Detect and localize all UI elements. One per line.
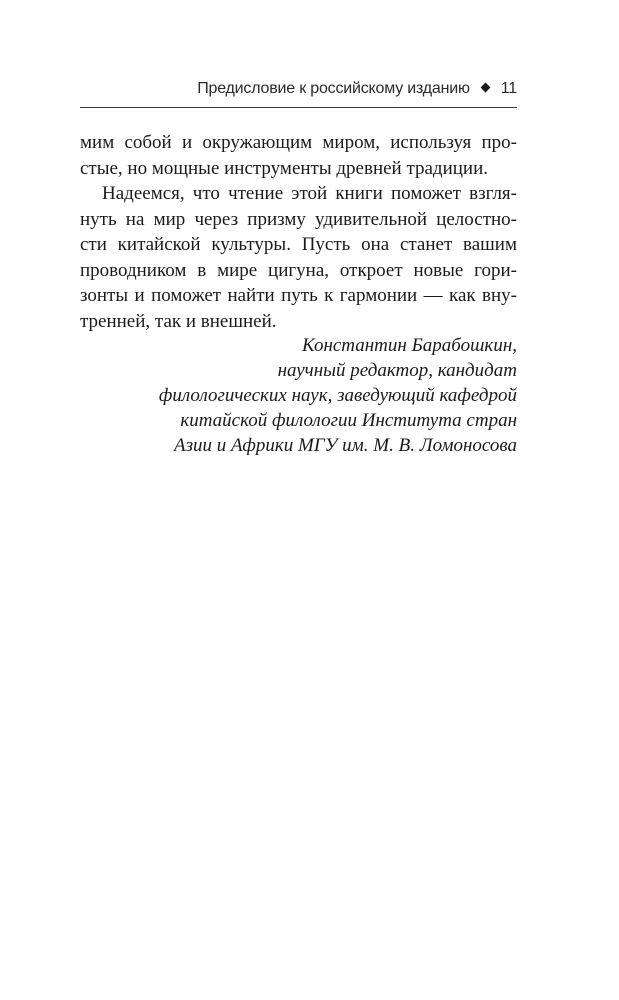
author-signature	[80, 333, 517, 458]
running-head-title: Предисловие к российскому изданию	[197, 80, 470, 97]
page-number: 11	[500, 80, 517, 97]
body-text	[80, 130, 517, 334]
signature-line: китайской филологии Института стран	[180, 410, 517, 431]
text-line: стые, но мощные инструменты древней традиции.	[80, 157, 489, 179]
text-line: зонты и поможет найти путь к гармонии — как вну-	[80, 285, 517, 306]
signature-line: Азии и Африки МГУ им. М. В. Ломоносова	[174, 435, 517, 456]
diamond-ornament-icon	[480, 83, 490, 93]
text-line: мим собой и окружающим миром, используя про-	[80, 132, 517, 153]
header-rule	[80, 107, 517, 108]
signature-line: филологических наук, заведующий кафедрой	[158, 385, 517, 406]
text-line: нуть на мир через призму удивительной целостно-	[80, 208, 517, 230]
text-line: сти китайской культуры. Пусть она станет вашим	[80, 234, 517, 255]
running-head	[80, 80, 517, 104]
signature-name: Константин Барабошкин,	[302, 335, 517, 356]
text-line: проводником в мире цигуна, откроет новые гори-	[80, 259, 517, 281]
text-line: Надеемся, что чтение этой книги поможет взгля-	[102, 183, 517, 204]
signature-line: научный редактор, кандидат	[277, 360, 517, 381]
text-line: тренней, так и внешней.	[80, 310, 277, 332]
